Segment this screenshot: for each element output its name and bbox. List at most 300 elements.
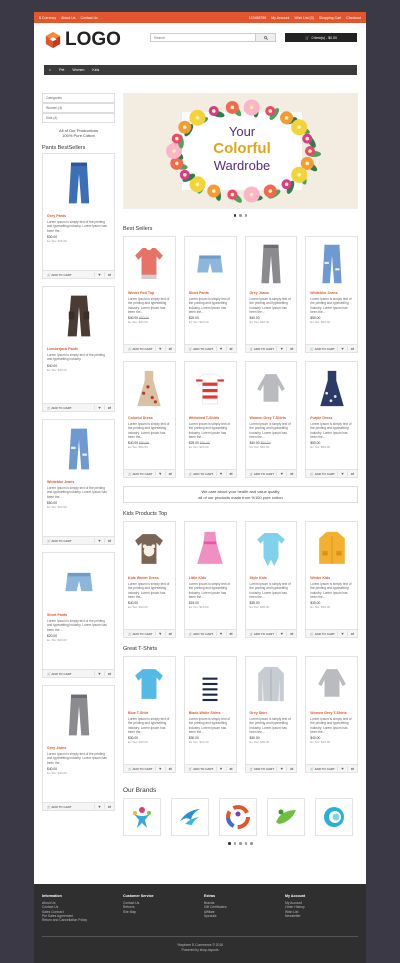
product-tax: Ex Tax: $50.00 (128, 445, 148, 450)
account-link[interactable]: My Account (271, 15, 290, 20)
compare-arrows-icon[interactable]: ⇄ (286, 346, 296, 351)
wreath-flower-center (250, 193, 254, 197)
brand-logo-swirl[interactable] (315, 798, 353, 836)
price-current: $30.00 (188, 736, 199, 741)
product-tax: Ex Tax: $50.00 (310, 320, 331, 325)
ripped-jeans-icon (316, 242, 348, 286)
product-name[interactable]: Short Pants (188, 291, 209, 295)
striped-shirt-icon (194, 367, 226, 411)
product-image[interactable] (43, 420, 114, 478)
sidebar-category-women[interactable]: Women (4) (42, 103, 115, 113)
brands-dot[interactable] (234, 842, 237, 845)
add-to-cart-label: ADD TO CART (253, 766, 275, 771)
footer-link[interactable]: Pre Sales Agreement (42, 913, 74, 918)
compare-arrows-icon[interactable]: ⇄ (104, 272, 114, 277)
footer-column-title: Information (42, 894, 62, 898)
footer-column (123, 894, 204, 922)
footer-column-title: Customer Service (123, 894, 154, 898)
product-image[interactable] (124, 365, 175, 412)
wreath-flower-center (175, 162, 179, 166)
add-to-cart-button[interactable]: 🛒 ADD TO CART (249, 766, 275, 771)
add-to-cart-button[interactable]: 🛒 ADD TO CART (128, 346, 153, 351)
wishlist-heart-icon[interactable]: ♥ (276, 346, 286, 351)
price-old: $50.00 (139, 316, 150, 321)
footer-link[interactable]: Contact Us (42, 905, 59, 910)
compare-arrows-icon[interactable]: ⇄ (226, 631, 236, 636)
product-name[interactable]: Whitebed T-Shirts (188, 416, 220, 420)
nav-item-pet[interactable]: Pet (59, 68, 65, 72)
product-actions (43, 802, 114, 810)
product-name[interactable]: Purple Dress (310, 416, 333, 420)
price-current: $40.00 (128, 316, 139, 321)
compare-arrows-icon[interactable]: ⇄ (347, 766, 357, 771)
footer-copy-line-2: Powered by shop-layouts (181, 947, 219, 952)
wishlist-heart-icon[interactable]: ♥ (337, 766, 347, 771)
grey-jeans-icon (255, 242, 287, 286)
product-name[interactable]: Grey Jeans (249, 291, 269, 295)
footer-link[interactable]: Site Map (123, 909, 137, 914)
footer-link[interactable]: Returns (123, 905, 135, 910)
currency-selector[interactable]: $ Currency (39, 15, 57, 20)
price-current: $40.00 (128, 601, 139, 606)
product-name[interactable]: Women Grey T-Shirts (249, 416, 286, 420)
product-image[interactable] (43, 154, 114, 212)
product-actions (185, 764, 236, 772)
footer-link[interactable]: Newsletter (285, 913, 301, 918)
product-name[interactable]: Blue T-Shirt (128, 711, 149, 715)
checkout-link[interactable]: Checkout (346, 15, 361, 20)
product-actions (306, 629, 357, 637)
product-actions (43, 403, 114, 411)
product-actions (124, 344, 175, 352)
banner-dot[interactable] (239, 214, 242, 217)
shopping-cart-link[interactable]: Shopping Cart (318, 15, 342, 20)
product-name[interactable]: Winter Kids (310, 576, 331, 580)
floral-dress-icon (133, 367, 165, 411)
product-image[interactable] (246, 240, 297, 287)
product-tax: Ex Tax: $20.00 (188, 320, 209, 325)
sidebar (42, 93, 115, 818)
flower-wreath-illustration (124, 94, 358, 209)
brand-logo-ring[interactable] (219, 798, 257, 836)
footer-column (285, 894, 366, 922)
banner-line-1: Your (228, 124, 256, 139)
brands-dot[interactable] (228, 842, 231, 845)
promo-line-1: All of Our Productions (59, 128, 98, 133)
wishlist-link[interactable]: Wish List (0) (294, 15, 314, 20)
price-current: $50.00 (47, 500, 58, 505)
product-image[interactable] (246, 660, 297, 707)
add-to-cart-button[interactable]: 🛒 ADD TO CART (47, 538, 72, 543)
wreath-flower-center (308, 149, 312, 153)
banner-line-3: Wardrobe (213, 158, 271, 173)
product-tax: Ex Tax: $30.00 (310, 605, 331, 610)
denim-shorts-icon (62, 556, 96, 608)
sidebar-category-kids[interactable]: Kids (4) (42, 113, 115, 123)
add-to-cart-label: ADD TO CART (253, 631, 275, 636)
product-image[interactable] (43, 287, 114, 345)
price-current: $30.00 (310, 601, 321, 606)
product-description: Lorem Ipsum is simply text of the printing and typesetting industry. Lorem Ipsum has been the... (249, 422, 291, 439)
wishlist-heart-icon[interactable]: ♥ (94, 538, 104, 543)
product-description: Lorem Ipsum is simply text of the printing and typesetting industry. Lorem Ipsum has been the... (310, 422, 352, 439)
compare-arrows-icon[interactable]: ⇄ (226, 766, 236, 771)
compare-arrows-icon[interactable]: ⇄ (104, 804, 114, 809)
product-card (42, 685, 115, 811)
product-name[interactable]: Colorful Dress (128, 416, 153, 420)
hero-banner[interactable] (123, 93, 358, 209)
add-to-cart-label: ADD TO CART (132, 766, 153, 771)
product-image[interactable] (246, 365, 297, 412)
compare-arrows-icon[interactable]: ⇄ (347, 631, 357, 636)
product-description: Lorem Ipsum is simply text of the printing and typesetting industry. Lorem Ipsum has been the... (310, 717, 352, 734)
product-name[interactable]: Winter Red Top (128, 291, 155, 295)
add-to-cart-label: ADD TO CART (193, 766, 214, 771)
product-tax: Ex Tax: $50.00 (310, 445, 331, 450)
product-actions (246, 764, 297, 772)
product-name[interactable]: Grey Jeans (47, 746, 67, 750)
compare-arrows-icon[interactable]: ⇄ (347, 346, 357, 351)
product-actions (306, 344, 357, 352)
add-to-cart-button[interactable]: 🛒 ADD TO CART (128, 766, 153, 771)
footer-columns (34, 884, 366, 922)
footer-link[interactable]: About Us (42, 901, 56, 905)
price-current: $15.00 (188, 601, 199, 606)
product-description: Lorem Ipsum is simply text of the printing and typesetting industry. Lorem Ipsum has been the... (249, 717, 291, 734)
compare-arrows-icon[interactable]: ⇄ (104, 671, 114, 676)
product-tax: Ex Tax: $30.00 (128, 740, 148, 745)
product-description: Lorem Ipsum is simply text of the printing and typesetting industry. Lorem Ipsum has been the... (188, 297, 231, 314)
product-tax: Ex Tax: $30.00 (188, 740, 209, 745)
price-current: $40.00 (249, 441, 260, 446)
footer-link[interactable]: Affiliate (204, 909, 215, 914)
banner-line-2: Colorful (213, 140, 271, 157)
compare-arrows-icon[interactable]: ⇄ (165, 766, 175, 771)
add-to-cart-button[interactable]: 🛒 ADD TO CART (128, 471, 153, 476)
logo[interactable] (44, 29, 121, 51)
product-image[interactable] (124, 240, 175, 287)
price-current: $50.00 (310, 316, 321, 321)
product-actions (246, 469, 297, 477)
product-image[interactable] (246, 525, 297, 572)
wreath-flower-center (196, 182, 200, 186)
product-card (184, 236, 237, 353)
product-tax: Ex Tax: $25.00 (47, 238, 67, 243)
add-to-cart-button[interactable]: 🛒 ADD TO CART (310, 471, 335, 476)
footer-link[interactable]: Sales Contract (42, 909, 64, 914)
product-card (42, 552, 115, 678)
product-actions (43, 270, 114, 278)
wishlist-heart-icon[interactable]: ♥ (216, 471, 226, 476)
add-to-cart-button[interactable]: 🛒 ADD TO CART (47, 272, 72, 277)
cart-icon: 🛒 (305, 35, 310, 40)
footer (34, 884, 366, 963)
price-old: $50.00 (139, 441, 150, 446)
product-name[interactable]: Whitebbe Jeans (310, 291, 338, 295)
price-current: $25.00 (188, 441, 199, 446)
best-sellers-grid (123, 236, 358, 478)
product-tax: Ex Tax: $40.00 (310, 740, 331, 745)
product-description: Lorem Ipsum is simply text of the printing and typesetting industry. Lorem Ipsum has been the... (188, 582, 231, 599)
product-description: Lorem Ipsum is simply text of the printing and typesetting industry. Lorem Ipsum has been the... (47, 619, 107, 632)
wishlist-heart-icon[interactable]: ♥ (94, 405, 104, 410)
compare-arrows-icon[interactable]: ⇄ (286, 766, 296, 771)
product-name[interactable]: Black-White Shirts (188, 711, 221, 715)
bear-shirt-icon (133, 527, 165, 571)
add-to-cart-button[interactable]: 🛒 ADD TO CART (249, 471, 275, 476)
add-to-cart-button[interactable]: 🛒 ADD TO CART (310, 631, 335, 636)
wishlist-heart-icon[interactable]: ♥ (94, 804, 104, 809)
footer-link[interactable]: Return and Cancellation Policy (42, 918, 88, 923)
product-description: Lorem Ipsum is simply text of the printing and typesetting industry. Lorem Ipsum has been the... (128, 582, 170, 599)
wreath-flower-center (212, 189, 216, 193)
footer-link[interactable]: Wish List (285, 909, 299, 914)
add-to-cart-label: ADD TO CART (193, 346, 214, 351)
wishlist-heart-icon[interactable]: ♥ (337, 346, 347, 351)
add-to-cart-label: ADD TO CART (51, 538, 72, 543)
product-actions (246, 344, 297, 352)
wreath-flower-center (305, 162, 309, 166)
navy-dress-icon (316, 367, 348, 411)
product-actions (124, 469, 175, 477)
promo-line-2: 100% Pure Cotton (62, 133, 95, 138)
footer-link[interactable]: Specials (204, 913, 217, 918)
product-card (245, 656, 298, 773)
page (34, 12, 366, 963)
banner-dot[interactable] (245, 214, 248, 217)
add-to-cart-label: ADD TO CART (314, 346, 335, 351)
nav-item-women[interactable]: Women (72, 68, 85, 72)
product-tax: Ex Tax: $40.00 (128, 605, 148, 610)
product-description: Lorem Ipsum is simply text of the printing and typesetting industry. Lorem Ipsum has been the... (188, 717, 231, 734)
brands-dot[interactable] (239, 842, 242, 845)
product-image[interactable] (185, 660, 236, 707)
product-card (184, 361, 237, 478)
product-name[interactable]: Grey Pants (47, 214, 66, 218)
product-name[interactable]: Women Grey T-Shirts (310, 711, 347, 715)
quality-note-line-1: We care about your health and value quality (201, 489, 280, 494)
product-image[interactable] (306, 525, 357, 572)
compare-arrows-icon[interactable]: ⇄ (226, 346, 236, 351)
price-current: $30.00 (47, 234, 58, 239)
footer-link[interactable]: Order History (285, 905, 305, 910)
wishlist-heart-icon[interactable]: ♥ (155, 471, 165, 476)
wishlist-heart-icon[interactable]: ♥ (276, 766, 286, 771)
compare-arrows-icon[interactable]: ⇄ (347, 471, 357, 476)
add-to-cart-label: ADD TO CART (314, 631, 335, 636)
wreath-flower-center (172, 149, 176, 153)
nav-item-kids[interactable]: Kids (92, 68, 100, 72)
footer-copyright (34, 943, 366, 952)
brands-dot[interactable] (250, 842, 253, 845)
grey-jeans-icon (62, 689, 96, 741)
header-cart-button[interactable] (285, 33, 357, 42)
product-name[interactable]: Style Kids (249, 576, 267, 580)
product-tax: Ex Tax: $40.00 (249, 445, 270, 450)
wishlist-heart-icon[interactable]: ♥ (94, 272, 104, 277)
wreath-flower-center (268, 189, 272, 193)
product-name[interactable]: Little Kids (188, 576, 207, 580)
product-image[interactable] (185, 525, 236, 572)
grey-blouse-icon (255, 367, 287, 411)
wreath-flower-center (196, 116, 200, 120)
add-to-cart-label: ADD TO CART (253, 346, 275, 351)
kids-section-title: Kids Products Top (123, 511, 168, 517)
product-card (245, 236, 298, 353)
product-name[interactable]: Lumberjack Pants (47, 347, 78, 351)
product-card (42, 286, 115, 412)
price-current: $20.00 (188, 316, 199, 321)
wreath-flower-center (285, 182, 289, 186)
add-to-cart-button[interactable]: 🛒 ADD TO CART (188, 471, 214, 476)
best-sellers-title: Best Sellers (123, 226, 153, 232)
striped-tank-icon (194, 662, 226, 706)
compare-arrows-icon[interactable]: ⇄ (286, 471, 296, 476)
add-to-cart-button[interactable]: 🛒 ADD TO CART (249, 631, 275, 636)
wreath-flower-center (231, 193, 235, 197)
product-description: Lorem Ipsum is simply text of the printing and typesetting industry. Lorem Ipsum has been the... (128, 297, 170, 314)
product-image[interactable] (124, 525, 175, 572)
price-current: $30.00 (249, 736, 260, 741)
wishlist-heart-icon[interactable]: ♥ (216, 631, 226, 636)
product-description: Lorem Ipsum is simply text of the printing and typesetting industry. Lorem Ipsum has been the... (47, 486, 107, 499)
add-to-cart-button[interactable]: 🛒 ADD TO CART (249, 346, 275, 351)
brands-title: Our Brands (123, 787, 157, 794)
compare-arrows-icon[interactable]: ⇄ (165, 346, 175, 351)
add-to-cart-button[interactable]: 🛒 ADD TO CART (188, 346, 214, 351)
product-actions (246, 629, 297, 637)
product-image[interactable] (185, 365, 236, 412)
add-to-cart-button[interactable]: 🛒 ADD TO CART (47, 405, 72, 410)
product-name[interactable]: Short Pants (47, 613, 68, 617)
sidebar-product-list (42, 153, 115, 811)
product-image[interactable] (306, 240, 357, 287)
footer-link[interactable]: Contact Us (123, 901, 140, 905)
add-to-cart-button[interactable]: 🛒 ADD TO CART (47, 671, 72, 676)
add-to-cart-button[interactable]: 🛒 ADD TO CART (188, 631, 214, 636)
wishlist-heart-icon[interactable]: ♥ (276, 631, 286, 636)
product-name[interactable]: Kids Winter Dress (128, 576, 159, 580)
wreath-flower-center (183, 173, 187, 177)
product-card (123, 521, 176, 638)
product-description: Lorem Ipsum is simply text of the printing and typesetting industry. Lorem Ipsum has been the... (249, 582, 291, 599)
banner-dot[interactable] (234, 214, 237, 217)
wishlist-heart-icon[interactable]: ♥ (155, 631, 165, 636)
footer-column (42, 894, 123, 922)
add-to-cart-label: ADD TO CART (193, 471, 214, 476)
wishlist-heart-icon[interactable]: ♥ (216, 346, 226, 351)
product-image[interactable] (43, 553, 114, 611)
sidebar-promo (42, 123, 115, 143)
product-card (42, 153, 115, 279)
kids-grid (123, 521, 358, 638)
product-tax: Ex Tax: $15.00 (188, 605, 209, 610)
product-tax: Ex Tax: $20.00 (47, 637, 67, 642)
compare-arrows-icon[interactable]: ⇄ (286, 631, 296, 636)
product-actions (124, 629, 175, 637)
wishlist-heart-icon[interactable]: ♥ (94, 671, 104, 676)
home-icon[interactable]: ⌂ (49, 68, 52, 72)
contact-link[interactable]: Contact Us (80, 15, 98, 20)
wishlist-heart-icon[interactable]: ♥ (337, 631, 347, 636)
product-card (305, 521, 358, 638)
product-image[interactable] (124, 660, 175, 707)
add-to-cart-button[interactable]: 🛒 ADD TO CART (310, 346, 335, 351)
price-current: $30.00 (128, 736, 139, 741)
wishlist-heart-icon[interactable]: ♥ (216, 766, 226, 771)
product-image[interactable] (306, 365, 357, 412)
add-to-cart-button[interactable]: 🛒 ADD TO CART (128, 631, 153, 636)
wishlist-heart-icon[interactable]: ♥ (337, 471, 347, 476)
sidebar-category-box[interactable]: Categories (42, 93, 115, 103)
product-image[interactable] (43, 686, 114, 744)
product-card (184, 521, 237, 638)
wreath-flower-center (250, 106, 254, 110)
search-input[interactable] (151, 34, 255, 41)
add-to-cart-label: ADD TO CART (314, 766, 335, 771)
footer-link[interactable]: Gift Certificates (204, 905, 227, 910)
compare-arrows-icon[interactable]: ⇄ (104, 538, 114, 543)
wishlist-heart-icon[interactable]: ♥ (155, 766, 165, 771)
wishlist-heart-icon[interactable]: ♥ (276, 471, 286, 476)
add-to-cart-button[interactable]: 🛒 ADD TO CART (310, 766, 335, 771)
wreath-flower-center (231, 106, 235, 110)
product-card (123, 361, 176, 478)
compare-arrows-icon[interactable]: ⇄ (165, 471, 175, 476)
product-description: Lorem Ipsum is simply text of the printing and typesetting industry. Lorem Ipsum has been the... (310, 297, 352, 314)
product-actions (185, 344, 236, 352)
footer-link[interactable]: Brands (204, 901, 215, 905)
quality-note-line-2: all of our products made from %100 pure cotton (198, 494, 283, 500)
price-current: $40.00 (249, 316, 260, 321)
red-top-icon (133, 242, 165, 286)
wreath-flower-center (285, 116, 289, 120)
product-description: Lorem Ipsum is simply text of the printing and typesetting industry. (47, 353, 105, 362)
product-name[interactable]: Whitebbe Jeans (47, 480, 75, 484)
product-image[interactable] (306, 660, 357, 707)
product-name[interactable]: Grey Shirt (249, 711, 267, 715)
product-description: Lorem Ipsum is simply text of the printing and typesetting industry. Lorem Ipsum has been the... (128, 717, 170, 734)
add-to-cart-label: ADD TO CART (51, 405, 72, 410)
blue-romper-icon (255, 527, 287, 571)
phone-link[interactable]: 123456789 (248, 15, 267, 20)
product-image[interactable] (185, 240, 236, 287)
wishlist-heart-icon[interactable]: ♥ (155, 346, 165, 351)
add-to-cart-button[interactable]: 🛒 ADD TO CART (47, 804, 72, 809)
tshirts-section-title: Great T-Shirts (123, 646, 158, 652)
brand-logo-people[interactable] (123, 798, 161, 836)
sidebar-title: Pants BestSellers (42, 145, 86, 151)
add-to-cart-button[interactable]: 🛒 ADD TO CART (188, 766, 214, 771)
price-current: $40.00 (128, 441, 139, 446)
brand-logo-leaf[interactable] (267, 798, 305, 836)
search-button[interactable] (255, 34, 275, 41)
brand-logo-bird[interactable] (171, 798, 209, 836)
product-tax: Ex Tax: $35.00 (249, 605, 270, 610)
compare-arrows-icon[interactable]: ⇄ (226, 471, 236, 476)
tshirts-grid (123, 656, 358, 773)
about-link[interactable]: About Us (61, 15, 76, 20)
compare-arrows-icon[interactable]: ⇄ (104, 405, 114, 410)
compare-arrows-icon[interactable]: ⇄ (165, 631, 175, 636)
add-to-cart-label: ADD TO CART (132, 631, 153, 636)
wreath-flower-center (212, 109, 216, 113)
product-tax: Ex Tax: $25.00 (188, 445, 209, 450)
blue-tee-icon (133, 662, 165, 706)
brands-dot[interactable] (245, 842, 248, 845)
product-tax: Ex Tax: $40.00 (47, 367, 67, 372)
footer-link[interactable]: My Account (285, 901, 303, 905)
